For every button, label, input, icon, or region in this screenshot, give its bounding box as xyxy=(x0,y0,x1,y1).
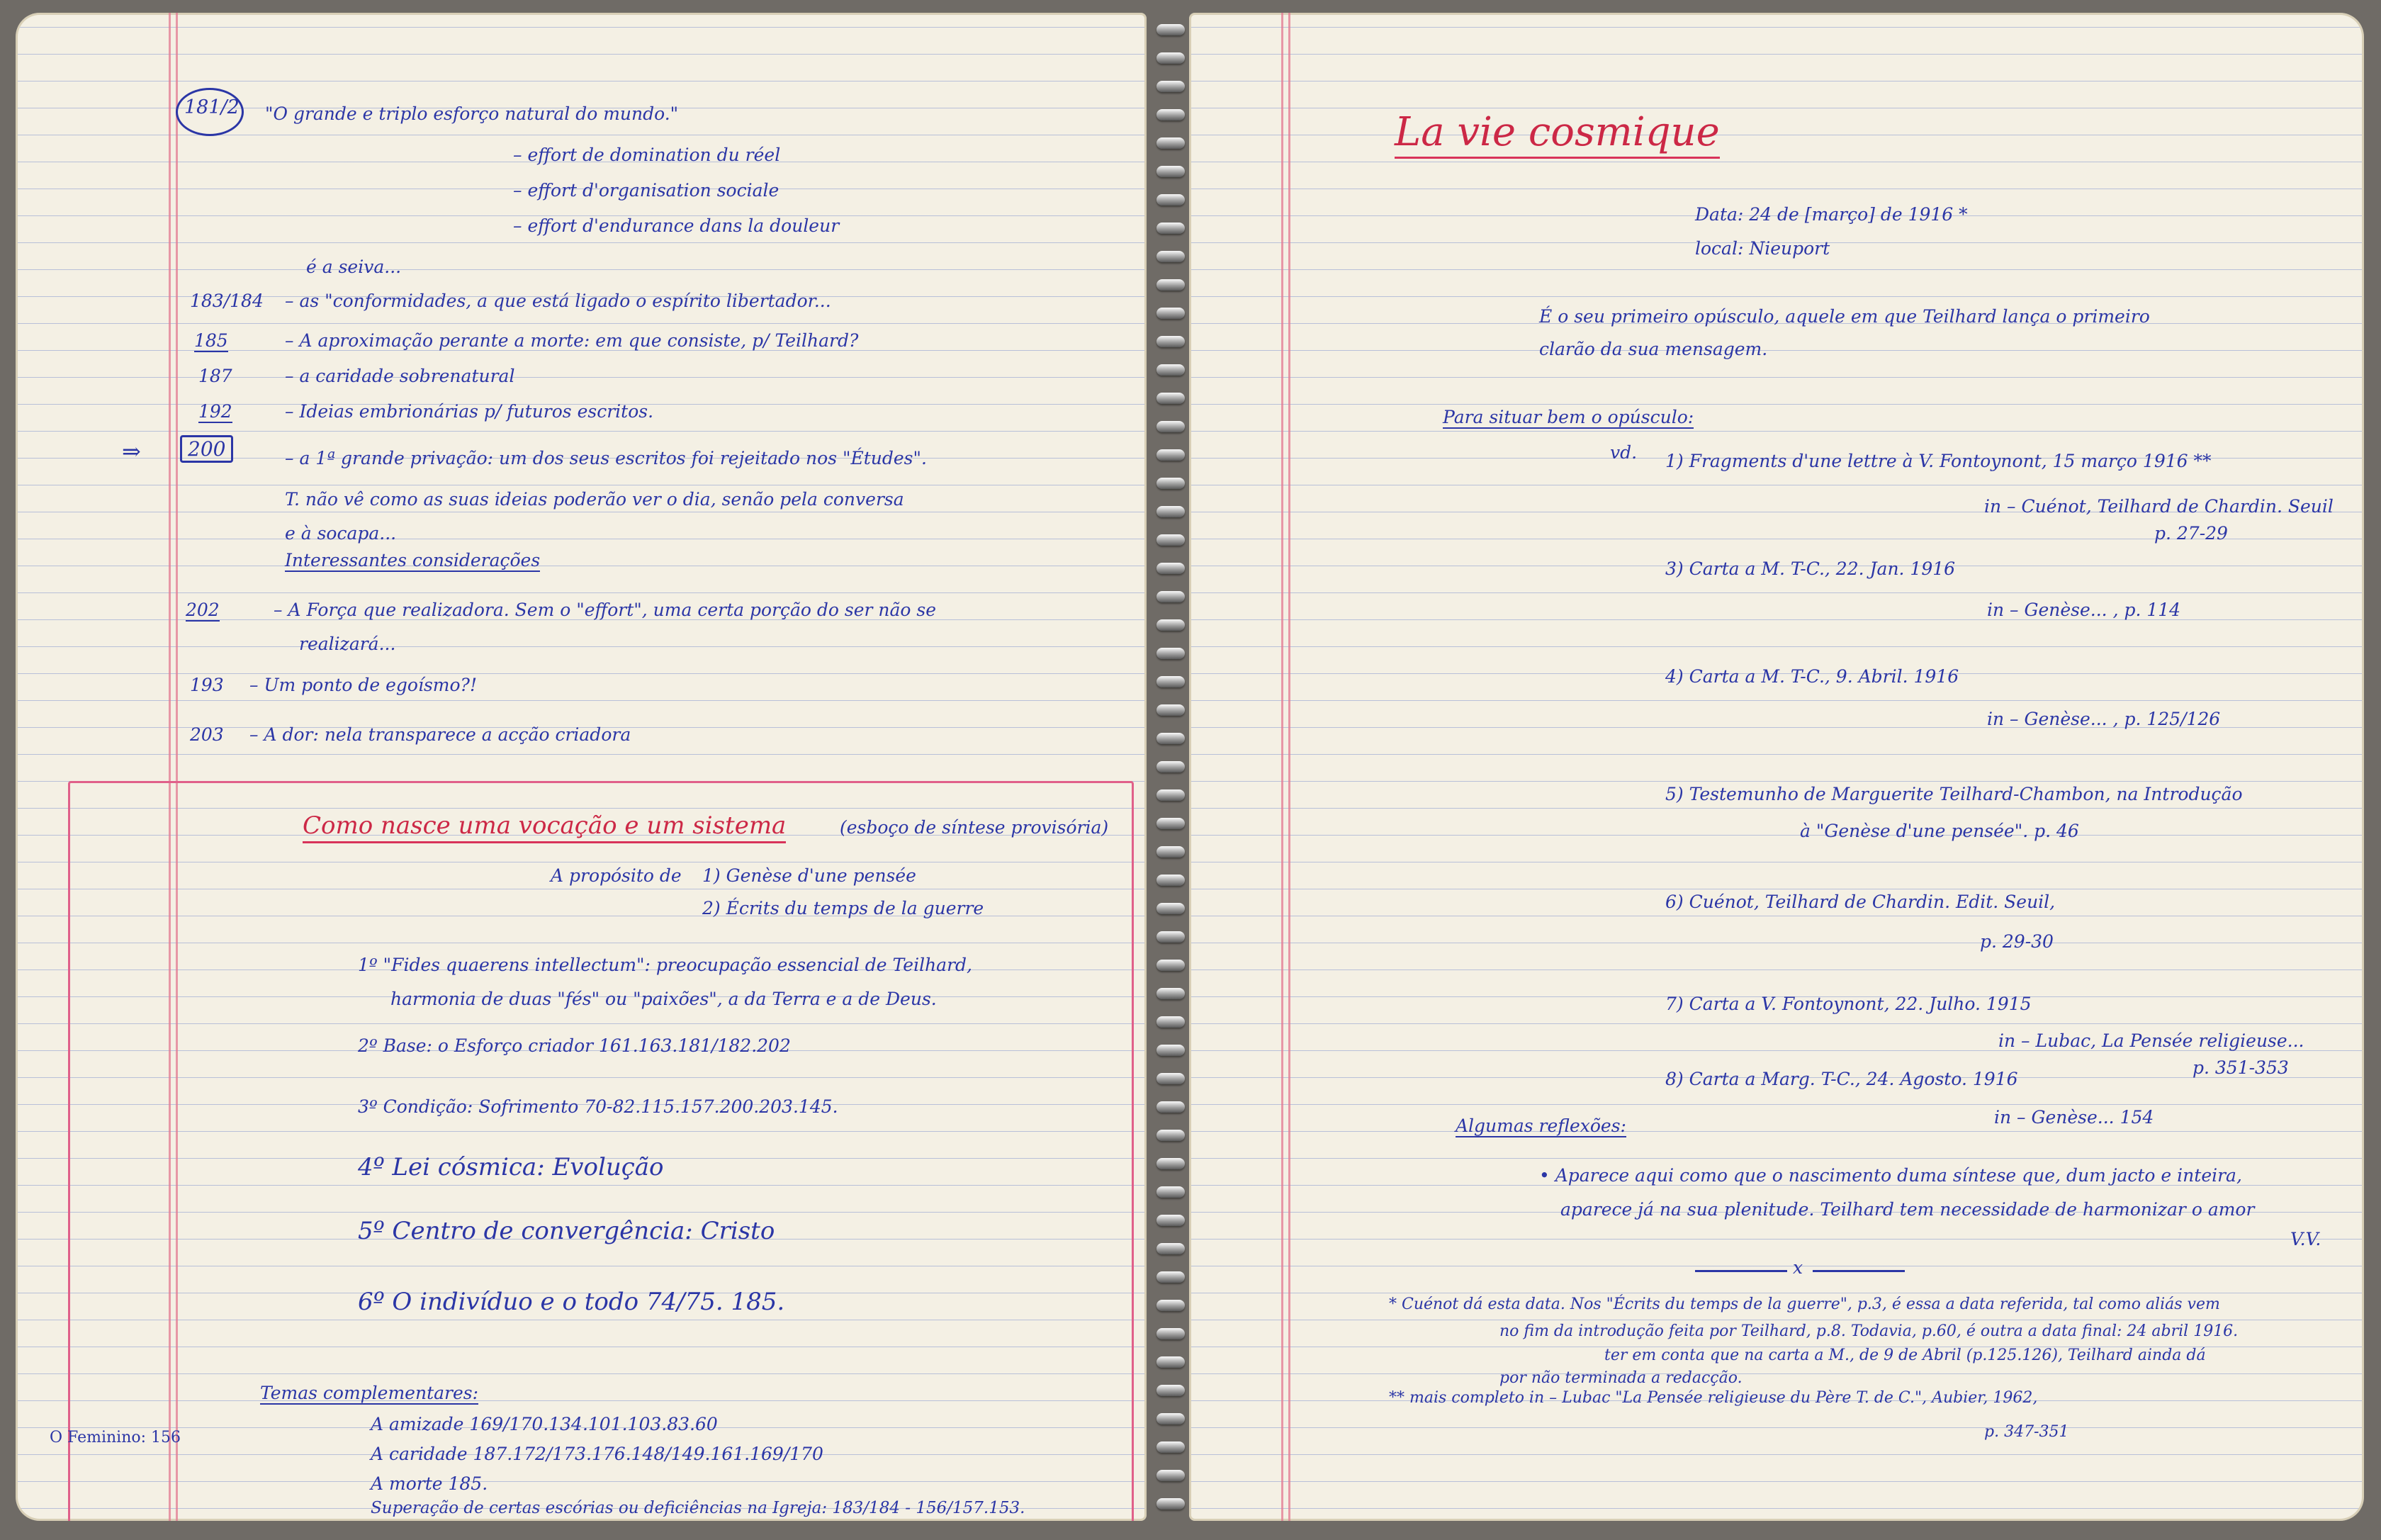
spiral-coil xyxy=(1156,563,1185,574)
divider-mark: x xyxy=(1793,1257,1803,1278)
section-subtitle: (esboço de síntese provisória) xyxy=(840,817,1109,838)
entry-text: – as "conformidades, a que está ligado o espírito libertador... xyxy=(285,291,831,311)
footnote-line: * Cuénot dá esta data. Nos "Écrits du temps de la guerre", p.3, é essa a data referida, tal como aliás vem xyxy=(1389,1295,2220,1313)
reflection-signature: V.V. xyxy=(2290,1229,2321,1249)
entry-text: – Um ponto de egoísmo?! xyxy=(249,675,477,695)
spiral-coil xyxy=(1156,52,1185,64)
section-point: 1º "Fides quaerens intellectum": preocupação essencial de Teilhard, xyxy=(358,955,972,975)
spiral-coil xyxy=(1156,251,1185,262)
spiral-coil xyxy=(1156,1215,1185,1226)
intro-text: É o seu primeiro opúsculo, aquele em que Teilhard lança o primeiro xyxy=(1539,306,2150,327)
seiva-line: é a seiva... xyxy=(306,257,402,277)
date-line: Data: 24 de [março] de 1916 * xyxy=(1695,204,1968,225)
spiral-coil xyxy=(1156,24,1185,35)
spiral-coil xyxy=(1156,1441,1185,1453)
purpose-label: A propósito de xyxy=(551,865,682,886)
reference-source: in – Genèse... , p. 114 xyxy=(1987,600,2181,620)
spiral-coil xyxy=(1156,1073,1185,1084)
reflection-text: aparece já na sua plenitude. Teilhard tem necessidade de harmonizar o amor xyxy=(1560,1199,2255,1220)
theme-item: Superação de certas escórias ou deficiências na Igreja: 183/184 - 156/157.153. xyxy=(371,1499,1025,1517)
spiral-coil xyxy=(1156,846,1185,858)
spiral-coil xyxy=(1156,960,1185,971)
see-label: vd. xyxy=(1610,442,1638,463)
spiral-coil xyxy=(1156,1016,1185,1028)
reference-source: in – Cuénot, Teilhard de Chardin. Seuil xyxy=(1984,496,2334,517)
reference-source: à "Genèse d'une pensée". p. 46 xyxy=(1800,821,2079,841)
spiral-coil xyxy=(1156,875,1185,886)
reference-line: 1) Fragments d'une lettre à V. Fontoynont, 15 março 1916 ** xyxy=(1665,451,2212,471)
spiral-coil xyxy=(1156,1186,1185,1198)
spiral-coil xyxy=(1156,1045,1185,1056)
location-line: local: Nieuport xyxy=(1695,238,1830,259)
margin-line xyxy=(1288,13,1290,1521)
section-point: 2º Base: o Esforço criador 161.163.181/182.202 xyxy=(358,1035,791,1056)
spiral-coil xyxy=(1156,1271,1185,1283)
spiral-coil xyxy=(1156,619,1185,631)
section-point: harmonia de duas "fés" ou "paixões", a da Terra e a de Deus. xyxy=(390,989,937,1009)
spiral-coil xyxy=(1156,1300,1185,1311)
spiral-coil xyxy=(1156,1356,1185,1368)
entry-reference: 187 xyxy=(198,366,232,386)
section-point: 4º Lei cósmica: Evolução xyxy=(358,1153,664,1181)
divider-line xyxy=(1813,1270,1905,1272)
spiral-coil xyxy=(1156,676,1185,687)
footnote-line: por não terminada a redacção. xyxy=(1499,1369,1743,1387)
reference-line: 5) Testemunho de Marguerite Teilhard-Chambon, na Introdução xyxy=(1665,784,2243,804)
spiral-coil xyxy=(1156,1385,1185,1396)
margin-note: O Feminino: 156 xyxy=(50,1429,181,1446)
effort-item: – effort d'organisation sociale xyxy=(513,180,779,201)
entry-reference: 185 xyxy=(194,330,228,351)
arrow-icon: ⇒ xyxy=(122,438,141,465)
spiral-coil xyxy=(1156,308,1185,319)
effort-item: – effort d'endurance dans la douleur xyxy=(513,215,840,236)
divider-line xyxy=(1695,1270,1787,1272)
spiral-coil xyxy=(1156,421,1185,432)
section-title: Como nasce uma vocação e um sistema xyxy=(303,811,786,843)
boxed-reference: 200 xyxy=(180,435,233,463)
spiral-coil xyxy=(1156,137,1185,149)
reference-source: in – Lubac, La Pensée religieuse... xyxy=(1998,1030,2304,1051)
intro-line: "O grande e triplo esforço natural do mundo." xyxy=(265,103,679,124)
reflection-text: • Aparece aqui como que o nascimento duma síntese que, dum jacto e inteira, xyxy=(1539,1165,2242,1186)
entry-reference: 192 xyxy=(198,401,232,422)
entry-reference: 202 xyxy=(186,600,220,620)
theme-item: A morte 185. xyxy=(371,1473,488,1494)
footnote-line: ter em conta que na carta a M., de 9 de Abril (p.125.126), Teilhard ainda dá xyxy=(1604,1347,2206,1364)
context-heading: Para situar bem o opúsculo: xyxy=(1443,407,1694,427)
spiral-coil xyxy=(1156,336,1185,347)
spiral-coil xyxy=(1156,761,1185,772)
spiral-coil xyxy=(1156,223,1185,234)
theme-item: A caridade 187.172/173.176.148/149.161.169/170 xyxy=(371,1444,823,1464)
footnote-line: no fim da introdução feita por Teilhard, p.8. Todavia, p.60, é outra a data final: 24 abril 1916. xyxy=(1499,1322,2239,1340)
themes-title: Temas complementares: xyxy=(260,1383,479,1403)
reference-line: 6) Cuénot, Teilhard de Chardin. Edit. Seuil, xyxy=(1665,892,2056,912)
spiral-coil xyxy=(1156,364,1185,376)
page-title: La vie cosmique xyxy=(1395,109,1720,159)
section-point: 5º Centro de convergência: Cristo xyxy=(358,1217,775,1245)
spiral-binding xyxy=(1156,14,1185,1531)
entry-text: e à socapa... xyxy=(285,523,397,544)
entry-text: – Ideias embrionárias p/ futuros escritos. xyxy=(285,401,654,422)
spiral-coil xyxy=(1156,648,1185,659)
entry-text: – A aproximação perante a morte: em que consiste, p/ Teilhard? xyxy=(285,330,859,351)
spiral-coil xyxy=(1156,109,1185,120)
reference-source: p. 29-30 xyxy=(1980,931,2054,952)
interesting-note: Interessantes considerações xyxy=(285,550,541,571)
spiral-coil xyxy=(1156,506,1185,517)
work-reference: 1) Genèse d'une pensée xyxy=(702,865,916,886)
spiral-coil xyxy=(1156,166,1185,177)
spiral-coil xyxy=(1156,393,1185,404)
header-reference: 181/2 xyxy=(184,96,240,118)
entry-reference: 183/184 xyxy=(190,291,264,311)
reference-line: 7) Carta a V. Fontoynont, 22. Julho. 1915 xyxy=(1665,994,2032,1014)
spiral-coil xyxy=(1156,1470,1185,1481)
entry-reference: 203 xyxy=(190,724,224,745)
spiral-coil xyxy=(1156,449,1185,461)
entry-text: – A dor: nela transparece a acção criadora xyxy=(249,724,631,745)
spiral-coil xyxy=(1156,194,1185,206)
intro-text: clarão da sua mensagem. xyxy=(1539,339,1768,359)
reference-source: in – Genèse... , p. 125/126 xyxy=(1987,709,2221,729)
reference-page: p. 27-29 xyxy=(2154,523,2228,544)
spiral-coil xyxy=(1156,931,1185,943)
spiral-coil xyxy=(1156,733,1185,744)
footnote-line: p. 347-351 xyxy=(1984,1423,2069,1441)
spiral-coil xyxy=(1156,988,1185,999)
entry-reference: 193 xyxy=(190,675,224,695)
boxed-section xyxy=(68,781,1134,1521)
right-notebook-page xyxy=(1189,13,2364,1521)
spiral-coil xyxy=(1156,789,1185,801)
spiral-coil xyxy=(1156,704,1185,716)
spiral-coil xyxy=(1156,1413,1185,1424)
spiral-coil xyxy=(1156,903,1185,914)
entry-text: – A Força que realizadora. Sem o "effort", uma certa porção do ser não se xyxy=(274,600,937,620)
entry-text: T. não vê como as suas ideias poderão ver o dia, senão pela conversa xyxy=(285,489,904,510)
left-notebook-page xyxy=(16,13,1147,1521)
reference-line: 4) Carta a M. T-C., 9. Abril. 1916 xyxy=(1665,666,1959,687)
margin-line xyxy=(1281,13,1283,1521)
spiral-coil xyxy=(1156,1498,1185,1510)
section-point: 3º Condição: Sofrimento 70-82.115.157.200.203.145. xyxy=(358,1096,838,1117)
entry-text: – a caridade sobrenatural xyxy=(285,366,515,386)
reference-source: in – Genèse... 154 xyxy=(1994,1107,2154,1128)
reflections-heading: Algumas reflexões: xyxy=(1456,1115,1626,1136)
spiral-coil xyxy=(1156,591,1185,602)
entry-text: realizará... xyxy=(299,634,396,654)
reference-line: 3) Carta a M. T-C., 22. Jan. 1916 xyxy=(1665,558,1956,579)
section-point: 6º O indivíduo e o todo 74/75. 185. xyxy=(358,1288,785,1316)
spiral-coil xyxy=(1156,478,1185,489)
spiral-coil xyxy=(1156,1130,1185,1141)
spiral-coil xyxy=(1156,1158,1185,1169)
spiral-coil xyxy=(1156,818,1185,829)
reference-page: p. 351-353 xyxy=(2193,1057,2289,1078)
spiral-coil xyxy=(1156,279,1185,291)
effort-item: – effort de domination du réel xyxy=(513,145,781,165)
spiral-coil xyxy=(1156,1101,1185,1113)
entry-text: – a 1ª grande privação: um dos seus escritos foi rejeitado nos "Études". xyxy=(285,448,927,468)
reference-line: 8) Carta a Marg. T-C., 24. Agosto. 1916 xyxy=(1665,1069,2018,1089)
footnote-line: ** mais completo in – Lubac "La Pensée religieuse du Père T. de C.", Aubier, 1962, xyxy=(1389,1389,2038,1407)
spiral-coil xyxy=(1156,534,1185,546)
work-reference: 2) Écrits du temps de la guerre xyxy=(702,898,984,918)
spiral-coil xyxy=(1156,81,1185,92)
spiral-coil xyxy=(1156,1243,1185,1254)
theme-item: A amizade 169/170.134.101.103.83.60 xyxy=(371,1414,718,1434)
spiral-coil xyxy=(1156,1328,1185,1339)
